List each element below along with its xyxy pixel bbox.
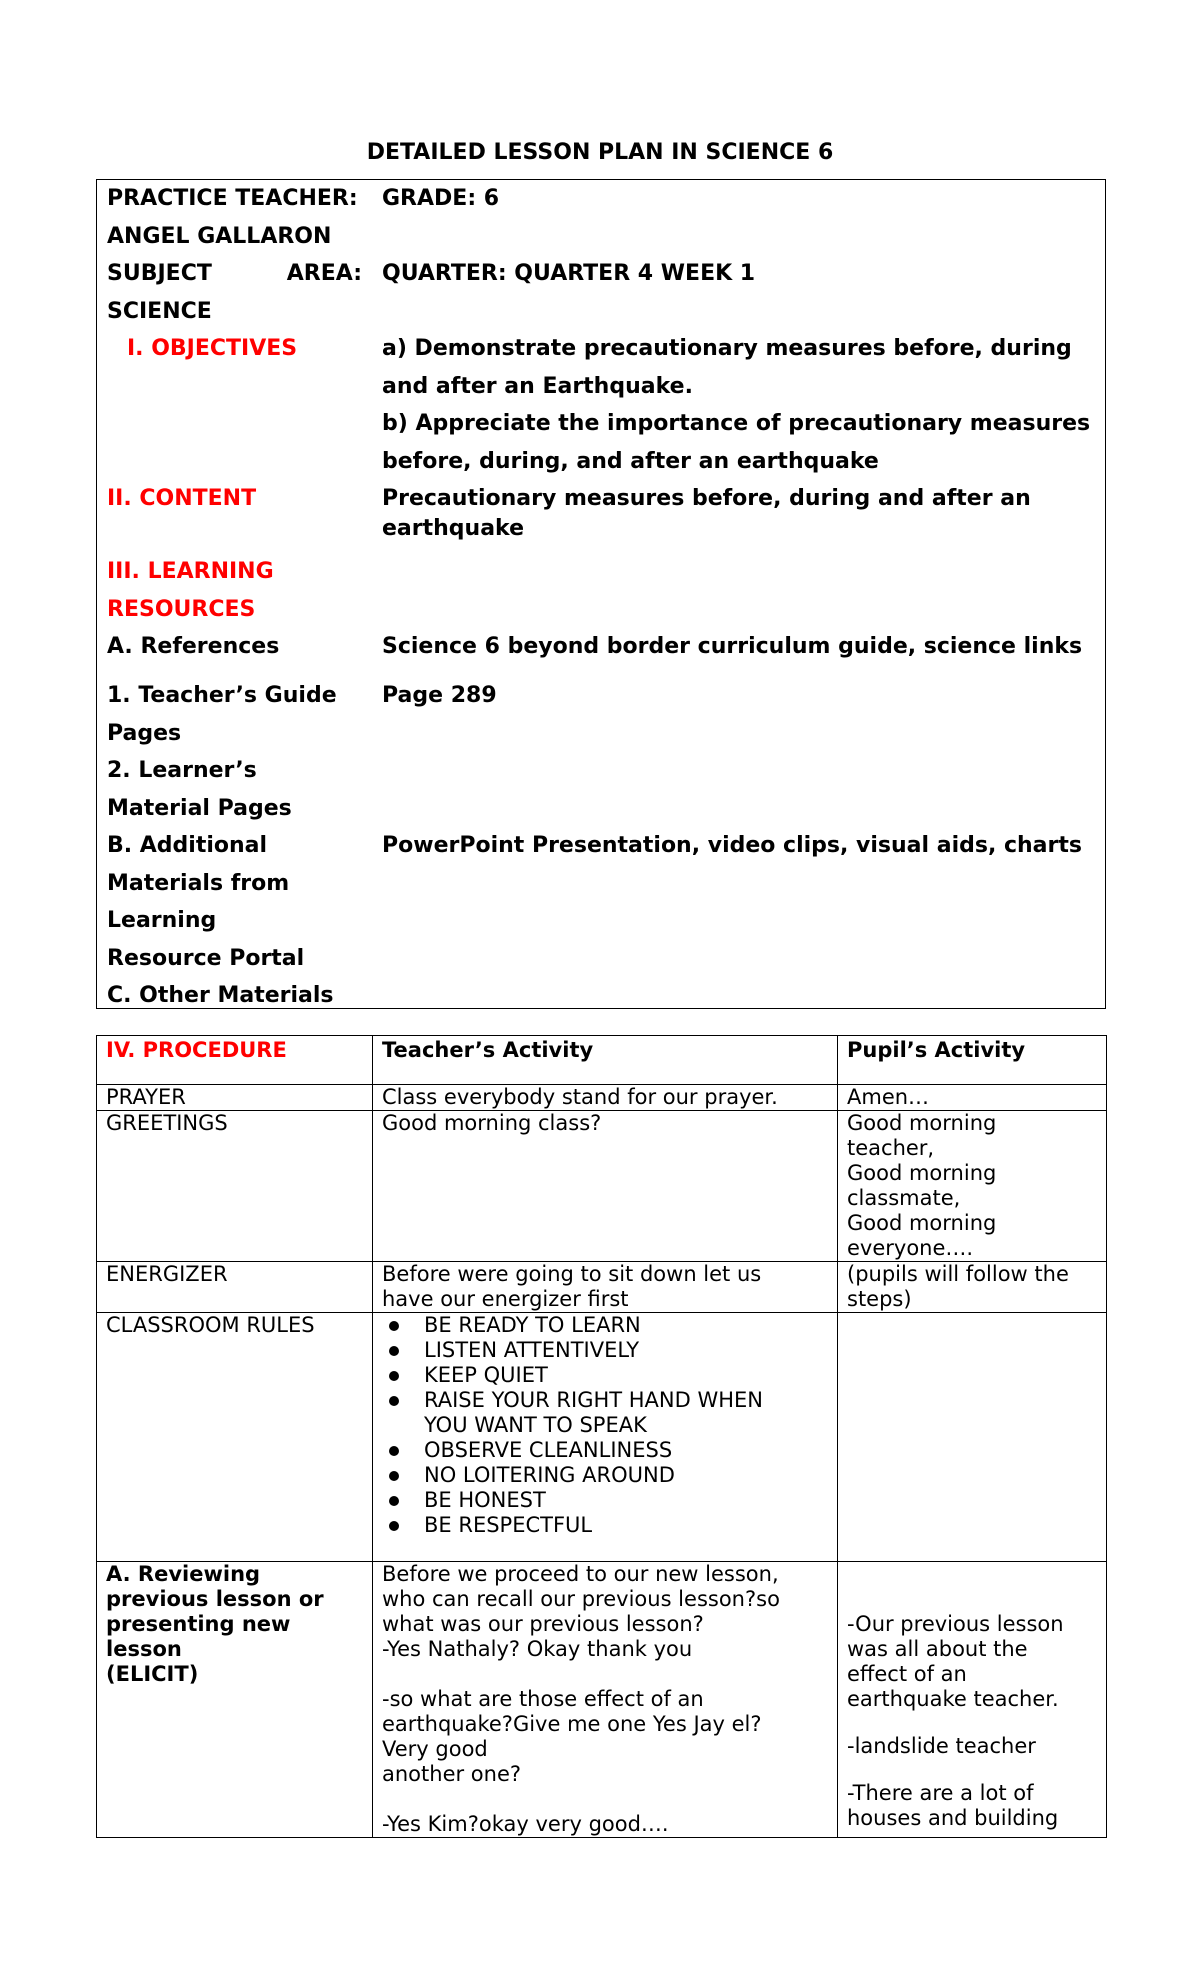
objectives-label: I. OBJECTIVES [127,336,298,361]
tg-value: Page 289 [382,683,497,708]
review-label-line: previous lesson or [106,1587,324,1611]
greetings-label: GREETINGS [97,1111,373,1262]
quarter-value: QUARTER: QUARTER 4 WEEK 1 [382,261,756,286]
teacher-label: PRACTICE TEACHER: [107,186,358,211]
energizer-teacher-line: Before were going to sit down let us [382,1262,762,1286]
content-line1: Precautionary measures before, during and after an [382,486,1031,511]
prayer-label: PRAYER [97,1085,373,1111]
review-label-line: A. Reviewing [106,1562,261,1586]
procedure-table [96,1035,1107,1838]
energizer-pupil [838,1262,1107,1313]
rules-list [382,1313,828,1538]
review-teacher-line: Very good [382,1737,488,1761]
table-row [97,1562,1107,1838]
greetings-pupil-line: teacher, [847,1136,935,1160]
greetings-pupil-line: Good morning [847,1161,997,1185]
table-row [97,1111,1107,1262]
teacher-activity-header: Teacher’s Activity [373,1036,838,1085]
rule-item [382,1388,828,1438]
objective-b-line1: b) Appreciate the importance of precautionary measures [382,411,1091,436]
procedure-header: IV. PROCEDURE [97,1036,373,1085]
content-label: II. CONTENT [107,486,257,511]
review-teacher-line: what was our previous lesson? [382,1612,704,1636]
resources-label-1: III. LEARNING [107,559,274,584]
subject-label-b: AREA: [286,261,362,286]
review-teacher-line: -Yes Kim?okay very good…. [382,1812,669,1836]
table-row [97,1262,1107,1313]
rule-item: BE HONEST [382,1488,828,1513]
spacer [847,1712,1097,1734]
review-teacher-line: -so what are those effect of an [382,1687,704,1711]
review-teacher-line: Before we proceed to our new lesson, [382,1562,779,1586]
greetings-pupil [838,1111,1107,1262]
references-label: A. References [107,634,280,659]
add-value: PowerPoint Presentation, video clips, visual aids, charts [382,833,1082,858]
review-label-line: lesson [106,1637,182,1661]
rule-item-text: YOU WANT TO SPEAK [424,1413,647,1437]
review-pupil [838,1562,1107,1838]
subject-label-a: SUBJECT [107,261,212,286]
energizer-pupil-line: steps) [847,1287,912,1311]
review-pupil-line: effect of an [847,1662,967,1686]
greetings-pupil-line: Good morning [847,1111,997,1135]
grade-value: GRADE: 6 [382,186,500,211]
resources-label-2: RESOURCES [107,596,256,622]
energizer-teacher [373,1262,838,1313]
review-pupil-line: -Our previous lesson [847,1612,1064,1636]
rule-item: OBSERVE CLEANLINESS [382,1438,828,1463]
review-label-line: (ELICIT) [106,1662,199,1686]
lesson-info-box [96,179,1106,1009]
add-label-3: Learning [107,908,217,933]
rule-item: BE READY TO LEARN [382,1313,828,1338]
procedure-header-row [97,1036,1107,1085]
rules-label: CLASSROOM RULES [97,1313,373,1562]
add-label-4: Resource Portal [107,945,305,971]
prayer-pupil: Amen… [838,1085,1107,1111]
objective-a-line1: a) Demonstrate precautionary measures before, during [382,336,1072,361]
add-label-1: B. Additional [107,833,268,858]
lm-label-1: 2. Learner’s [107,758,257,783]
rules-pupil [838,1313,1107,1562]
spacer [382,1787,828,1812]
review-pupil-line: houses and building [847,1806,1059,1830]
energizer-teacher-line: have our energizer first [382,1287,629,1311]
table-row [97,1085,1107,1111]
review-teacher [373,1562,838,1838]
prayer-teacher: Class everybody stand for our prayer. [373,1085,838,1111]
greetings-pupil-line: everyone…. [847,1236,974,1260]
review-pupil-line: -landslide teacher [847,1734,1036,1758]
review-pupil-line: was all about the [847,1637,1028,1661]
tg-label-1: 1. Teacher’s Guide [107,683,337,708]
other-label: C. Other Materials [107,983,334,1008]
review-label [97,1562,373,1838]
rule-item: LISTEN ATTENTIVELY [382,1338,828,1363]
review-teacher-line: who can recall our previous lesson?so [382,1587,780,1611]
tg-label-2: Pages [107,720,182,746]
energizer-pupil-line: (pupils will follow the [847,1262,1069,1286]
rule-item: BE RESPECTFUL [382,1513,828,1538]
greetings-pupil-line: classmate, [847,1186,961,1210]
content-line2: earthquake [382,516,525,541]
rule-item: NO LOITERING AROUND [382,1463,828,1488]
review-label-line: presenting new [106,1612,291,1636]
greetings-pupil-line: Good morning [847,1211,997,1235]
subject-value: SCIENCE [107,298,212,324]
energizer-label: ENERGIZER [97,1262,373,1313]
spacer [847,1759,1097,1781]
review-pupil-line: -There are a lot of [847,1781,1034,1805]
rule-item: KEEP QUIET [382,1363,828,1388]
subject-label [107,255,362,293]
objective-a-line2: and after an Earthquake. [382,373,693,399]
spacer [382,1662,828,1687]
lm-label-2: Material Pages [107,795,292,821]
spacer [847,1562,1097,1612]
review-pupil-line: earthquake teacher. [847,1687,1059,1711]
table-row [97,1313,1107,1562]
add-label-2: Materials from [107,870,290,896]
pupil-activity-header: Pupil’s Activity [838,1036,1107,1085]
rules-list-cell [373,1313,838,1562]
review-teacher-line: another one? [382,1762,522,1786]
teacher-name: ANGEL GALLARON [107,223,332,249]
greetings-teacher: Good morning class? [373,1111,838,1262]
page-title: DETAILED LESSON PLAN IN SCIENCE 6 [366,140,834,165]
references-value: Science 6 beyond border curriculum guide, science links [382,634,1083,659]
rule-item-text: RAISE YOUR RIGHT HAND WHEN [424,1388,764,1412]
review-teacher-line: earthquake?Give me one Yes Jay el? [382,1712,762,1736]
objective-b-line2: before, during, and after an earthquake [382,448,879,474]
review-teacher-line: -Yes Nathaly? Okay thank you [382,1637,693,1661]
